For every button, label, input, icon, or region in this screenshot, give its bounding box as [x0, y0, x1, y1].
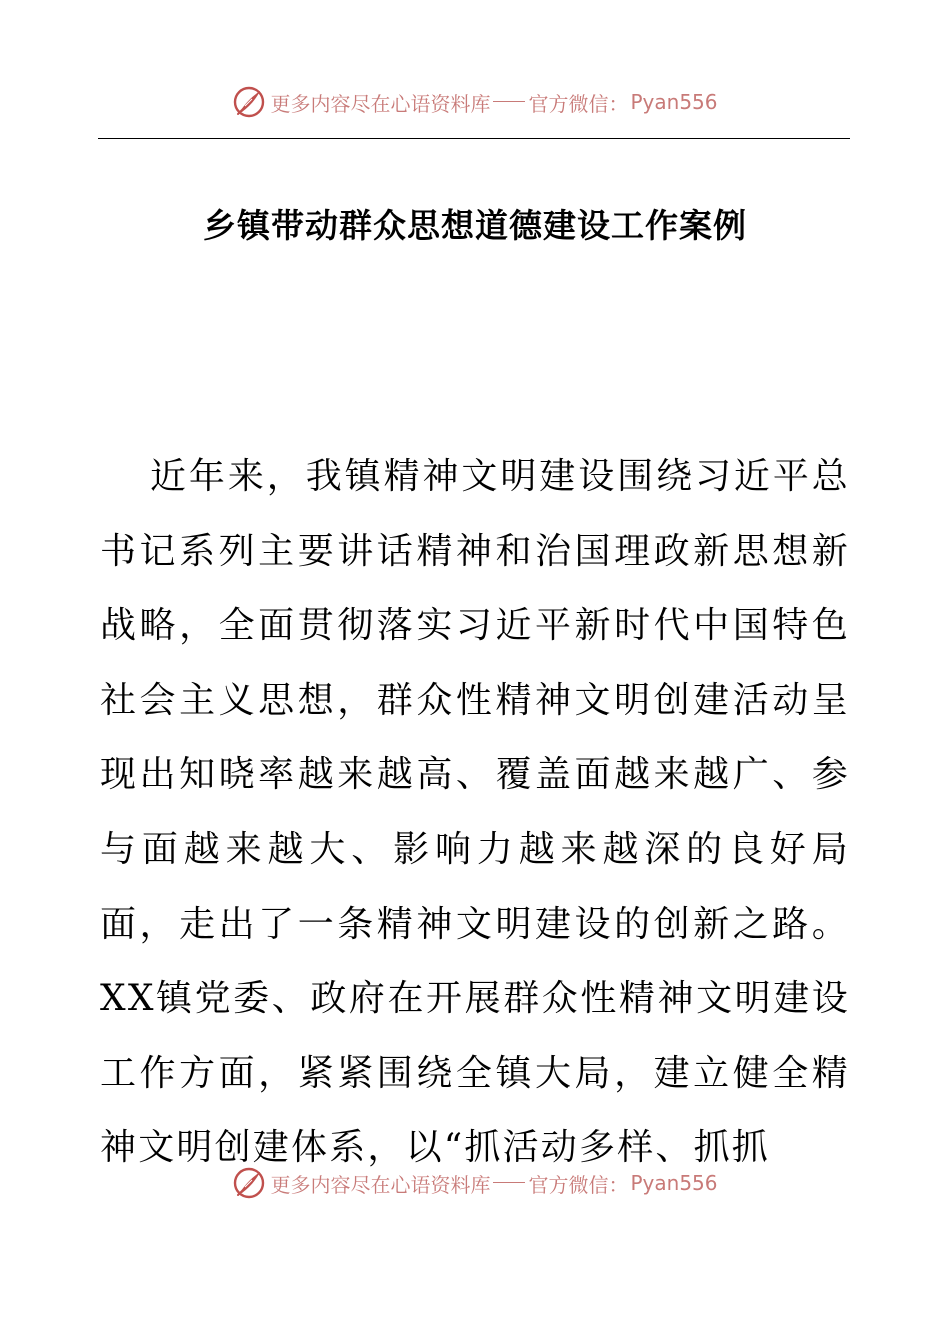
document-title: 乡镇带动群众思想道德建设工作案例 [203, 206, 747, 245]
watermark-dash [493, 101, 525, 102]
header-watermark [0, 82, 950, 122]
watermark-wechat-id: Pyan556 [630, 1171, 718, 1195]
watermark-wechat-id: Pyan556 [630, 90, 718, 114]
watermark-wechat-label: 官方微信： [528, 1172, 629, 1197]
quill-pen-logo-icon [232, 1166, 266, 1200]
watermark-wechat-label: 官方微信： [528, 91, 629, 116]
watermark-text: 更多内容尽在心语资料库 [270, 91, 491, 116]
watermark-text: 更多内容尽在心语资料库 [270, 1172, 491, 1197]
header-divider [98, 138, 850, 139]
body-paragraph: 近年来，我镇精神文明建设围绕习近平总书记系列主要讲话精神和治国理政新思想新战略，全面贯彻落实习近平新时代中国特色社会主义思想，群众性精神文明创建活动呈现出知晓率越来越高、覆盖面越来越广、参与面越来越大、影响力越来越深的良好局面，走出了一条精神文明建设的创新之路。XX镇党委、政府在开展群众性精神文明建设工作方面，紧紧围绕全镇大局，建立健全精神文明创建体系，以“抓活动多样、抓抓 [100, 456, 850, 1169]
watermark-dash [493, 1182, 525, 1183]
footer-watermark [0, 1163, 950, 1203]
quill-pen-logo-icon [232, 85, 266, 119]
